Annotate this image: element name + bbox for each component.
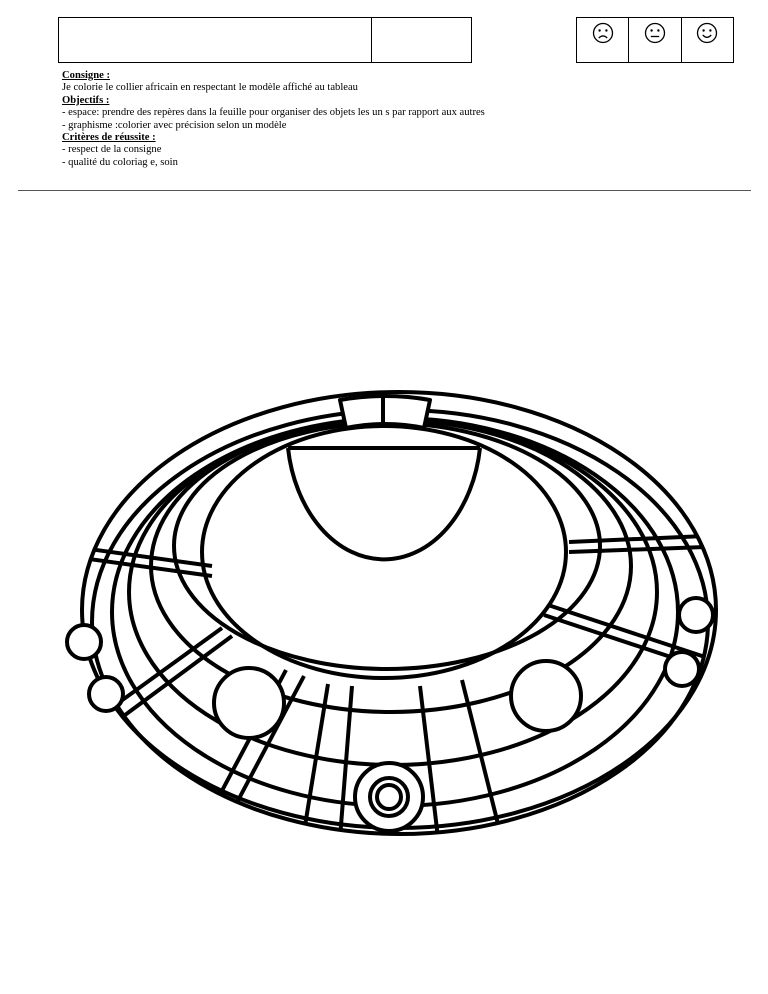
criteres-title: Critères de réussite : <box>62 132 156 144</box>
pendant-inner <box>377 785 401 809</box>
large-bead-right <box>511 661 581 731</box>
bead-right-bottom <box>665 652 699 686</box>
critere-soin: - qualité du coloriag e, soin <box>62 156 178 168</box>
bead-left-top <box>67 625 101 659</box>
objectif-graphisme: - graphisme :colorier avec précision selon un modèle <box>62 119 287 131</box>
large-bead-left <box>214 668 284 738</box>
consigne-text: Je colorie le collier africain en respectant le modèle affiché au tableau <box>62 82 358 94</box>
bead-right-top <box>679 598 713 632</box>
critere-consigne: - respect de la consigne <box>62 144 162 156</box>
consigne-title: Consigne : <box>62 70 110 81</box>
objectifs-title: Objectifs : <box>62 94 110 106</box>
objectif-espace: - espace: prendre des repères dans la feuille pour organiser des objets les un s par rapport aux autres <box>62 107 485 119</box>
bead-left-bottom <box>89 677 123 711</box>
